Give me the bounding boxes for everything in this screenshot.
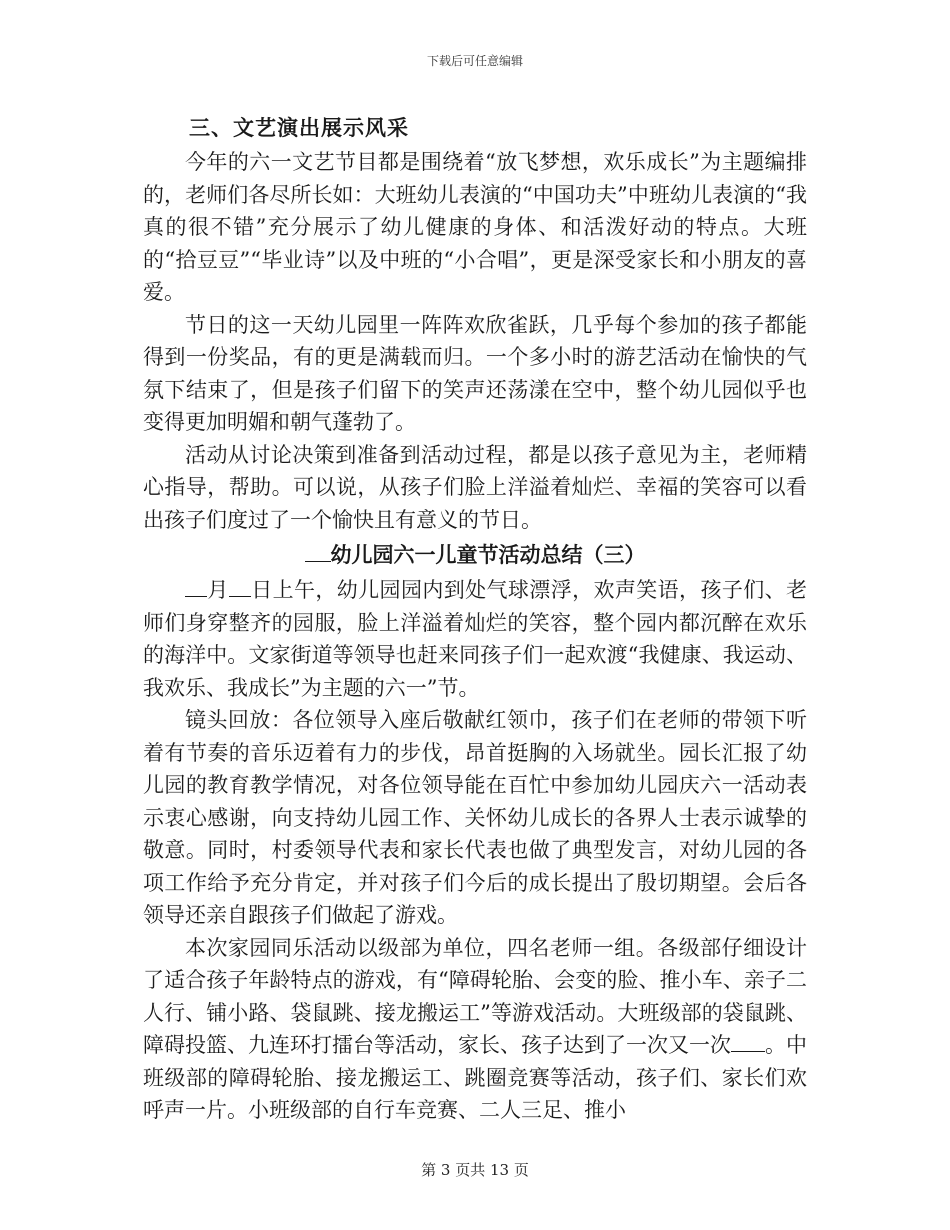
page-header: 下载后可任意编辑 — [426, 54, 523, 68]
inline-blank — [731, 1029, 765, 1052]
article-paragraph-3-after: 。中班级部的障碍轮胎、接龙搬运工、跳圈竞赛等活动，孩子们、家长们欢呼声一片。小班级部的自行车竞赛、二人三足、推小 — [143, 1033, 807, 1123]
article-paragraph-1 — [143, 574, 807, 704]
title-blank — [305, 539, 331, 562]
document-body — [143, 110, 807, 1127]
page-footer: 第 3 页共 13 页 — [421, 1161, 529, 1179]
article-title-text: 幼儿园六一儿童节活动总结（三） — [330, 542, 646, 567]
article-paragraph-1-text: 日上午，幼儿园园内到处气球漂浮，欢声笑语，孩子们、老师们身穿整齐的园服，脸上洋溢着灿烂的笑容，整个园内都沉醉在欢乐的海洋中。文家街道等领导也赶来同孩子们一起欢渡“我健康、我运动、我欢乐、我成长”为主题的六一”节。 — [143, 578, 808, 700]
month-blank — [185, 574, 207, 597]
section-paragraph-2: 节日的这一天幼儿园里一阵阵欢欣雀跃，几乎每个参加的孩子都能得到一份奖品，有的更是满载而归。一个多小时的游艺活动在愉快的气氛下结束了，但是孩子们留下的笑声还荡漾在空中，整个幼儿园似乎也变得更加明媚和朝气蓬勃了。 — [143, 312, 807, 434]
section-heading: 三、文艺演出展示风采 — [189, 115, 409, 140]
day-blank — [229, 574, 251, 597]
section-paragraph-1: 今年的六一文艺节目都是围绕着“放飞梦想，欢乐成长”为主题编排的，老师们各尽所长如：大班幼儿表演的“中国功夫”中班幼儿表演的“我真的很不错”充分展示了幼儿健康的身体、和活泼好动的特点。大班的“拾豆豆”“毕业诗”以及中班的“小合唱”，更是深受家长和小朋友的喜爱。 — [143, 150, 807, 304]
article-paragraph-3-before: 本次家园同乐活动以级部为单位，四名老师一组。各级部仔细设计了适合孩子年龄特点的游戏，有“障碍轮胎、会变的脸、推小车、亲子二人行、铺小路、袋鼠跳、接龙搬运工”等游戏活动。大班级部的袋鼠跳、障碍投篮、九连环打擂台等活动，家长、孩子达到了一次又一次 — [143, 935, 807, 1058]
article-title — [143, 536, 807, 574]
article-paragraph-3 — [143, 932, 807, 1127]
section-paragraph-3: 活动从讨论决策到准备到活动过程，都是以孩子意见为主，老师精心指导，帮助。可以说，从孩子们脸上洋溢着灿烂、幸福的笑容可以看出孩子们度过了一个愉快且有意义的节日。 — [143, 442, 807, 532]
article-paragraph-2: 镜头回放：各位领导入座后敬献红领巾，孩子们在老师的带领下听着有节奏的音乐迈着有力的步伐，昂首挺胸的入场就坐。园长汇报了幼儿园的教育教学情况，对各位领导能在百忙中参加幼儿园庆六一活动表示衷心感谢，向支持幼儿园工作、关怀幼儿成长的各界人士表示诚挚的敬意。同时，村委领导代表和家长代表也做了典型发言，对幼儿园的各项工作给予充分肯定，并对孩子们今后的成长提出了殷切期望。会后各领导还亲自跟孩子们做起了游戏。 — [143, 708, 807, 928]
month-label: 月 — [207, 578, 229, 603]
